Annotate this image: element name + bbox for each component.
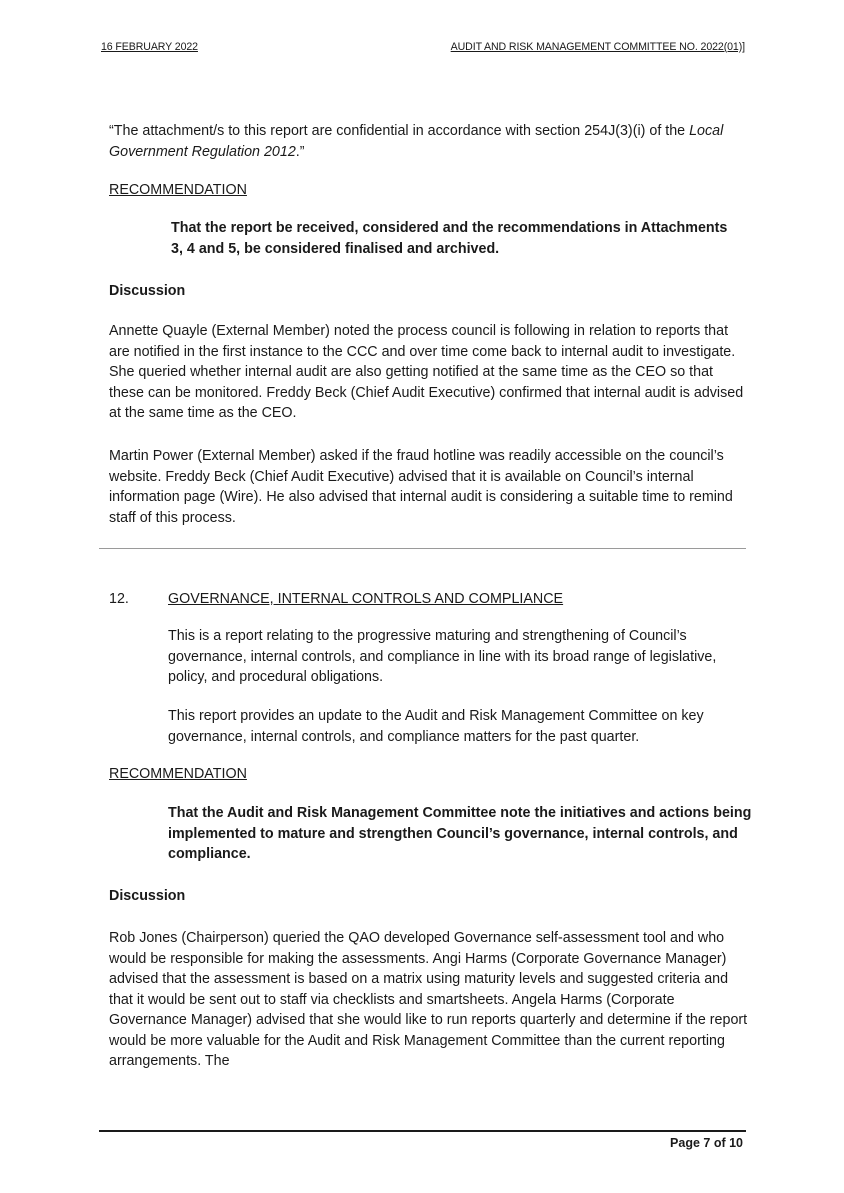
confidentiality-text: “The attachment/s to this report are confidential in accordance with section 254J(3)(i) of the xyxy=(109,123,690,139)
discussion-heading: Discussion xyxy=(109,888,186,904)
recommendation-heading: RECOMMENDATION xyxy=(109,766,247,782)
recommendation-text: That the Audit and Risk Management Committee note the initiatives and actions being implemented to mature and strengthen Council’s governance, internal controls, and compliance. xyxy=(168,805,752,862)
discussion-paragraph: Martin Power (External Member) asked if the fraud hotline was readily accessible on the council’s website. Freddy Beck (Chief Audit Executive) advised that it is available on Council’s internal information page (Wire). He also advised that internal audit is considering a suitable time to remind staff of this process. xyxy=(109,448,733,526)
report-intro: This is a report relating to the progressive maturing and strengthening of Council’s governance, internal controls, and compliance in line with its broad range of legislative, policy, and procedural obligations. xyxy=(168,628,717,685)
item-number: 12. xyxy=(109,591,129,607)
header-committee: AUDIT AND RISK MANAGEMENT COMMITTEE NO. 2022(01)] xyxy=(450,41,745,53)
recommendation-heading: RECOMMENDATION xyxy=(109,182,247,198)
item-title: GOVERNANCE, INTERNAL CONTROLS AND COMPLIANCE xyxy=(168,591,564,607)
section-divider xyxy=(99,548,746,549)
confidentiality-end: .” xyxy=(295,143,305,160)
discussion-paragraph: Rob Jones (Chairperson) queried the QAO developed Governance self-assessment tool and who would be responsible for making the assessments. Angi Harms (Corporate Governance Manager) advised that the assessment is based on a matrix using maturity levels and suggested criteria and that it would be sent out to staff via checklists and smartsheets. Angela Harms (Corporate Governance Manager) advised that she would like to run reports quarterly and determine if the report would be more valuable for the Audit and Risk Management Committee than the current reporting arrangements. The xyxy=(109,930,748,1069)
header-date: 16 FEBRUARY 2022 xyxy=(101,41,198,53)
recommendation-text: That the report be received, considered and the recommendations in Attachments 3, 4 and 5, be considered finalised and archived. xyxy=(171,220,728,257)
discussion-heading: Discussion xyxy=(109,283,186,299)
discussion-paragraph: Annette Quayle (External Member) noted the process council is following in relation to reports that are notified in the first instance to the CCC and over time come back to internal audit to investigate. She queried whether internal audit are also getting notified at the same time as the CEO so that these can be monitored. Freddy Beck (Chief Audit Executive) confirmed that internal audit is advised at the same time as the CEO. xyxy=(109,323,744,421)
page-number: Page 7 of 10 xyxy=(670,1136,743,1150)
report-intro: This report provides an update to the Audit and Risk Management Committee on key governance, internal controls, and compliance matters for the past quarter. xyxy=(168,708,704,745)
regulation-title: Local Government Regulation 2012 xyxy=(109,123,724,160)
footer-rule xyxy=(99,1130,746,1132)
confidentiality-statement xyxy=(109,121,749,162)
